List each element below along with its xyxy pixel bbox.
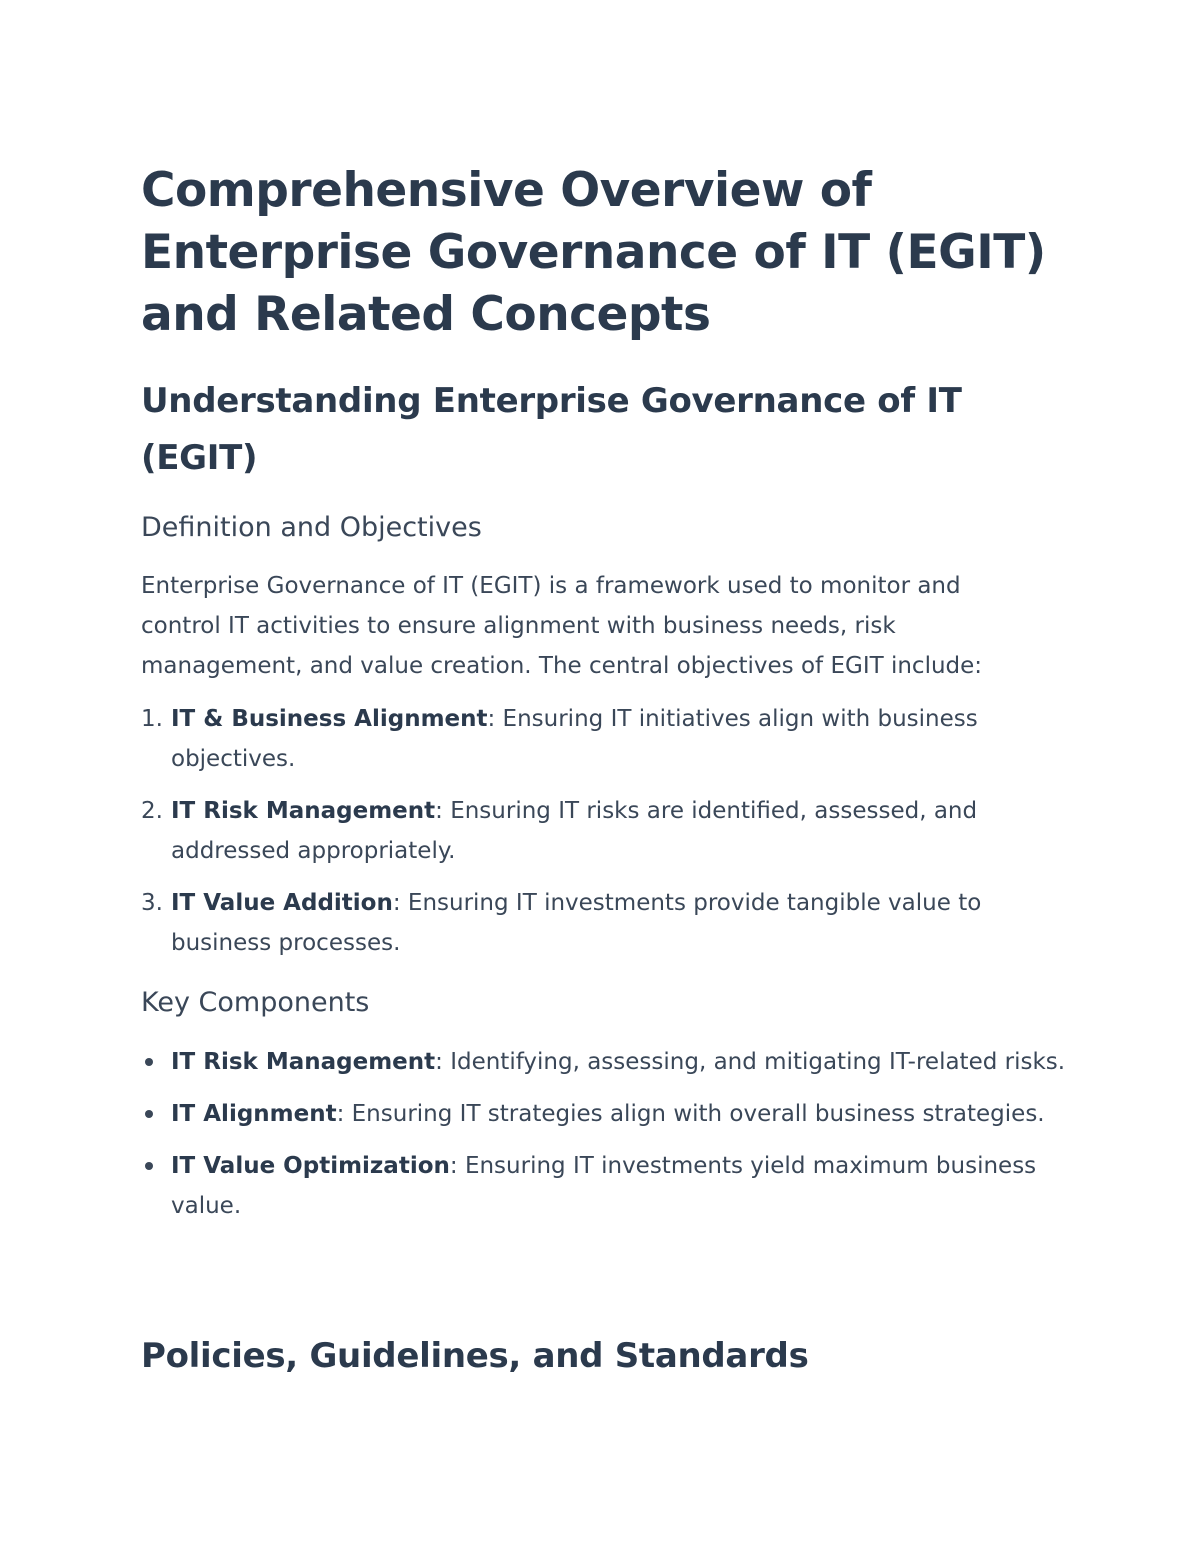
component-text: : Identifying, assessing, and mitigating IT-related risks. [435, 1049, 1066, 1075]
bullet-icon [145, 1162, 153, 1170]
list-number: 1. [141, 706, 163, 732]
objective-term: IT Value Addition [171, 890, 393, 916]
components-list [141, 1042, 1071, 1238]
definition-paragraph: Enterprise Governance of IT (EGIT) is a framework used to monitor and control IT activities to ensure alignment with business needs, risk management, and value creation. The central objectives of EGIT include: [141, 573, 983, 679]
component-term: IT Alignment [171, 1101, 337, 1127]
component-term: IT Risk Management [171, 1049, 436, 1075]
list-item [141, 699, 1071, 779]
page-title: Comprehensive Overview of Enterprise Governance of IT (EGIT) and Related Concepts [141, 163, 1046, 342]
component-term: IT Value Optimization [171, 1153, 450, 1179]
list-item [141, 883, 1071, 963]
objective-text: : Ensuring IT initiatives align with business objectives. [171, 706, 978, 772]
bullet-icon [145, 1058, 153, 1066]
subheading-key-components: Key Components [141, 987, 370, 1018]
objective-term: IT & Business Alignment [171, 706, 488, 732]
list-item [141, 1094, 1071, 1134]
list-number: 3. [141, 890, 163, 916]
list-item [141, 1042, 1071, 1082]
list-number: 2. [141, 798, 163, 824]
section-heading-policies: Policies, Guidelines, and Standards [141, 1336, 809, 1376]
list-item [141, 1146, 1071, 1226]
subheading-definition: Definition and Objectives [141, 512, 482, 543]
component-text: : Ensuring IT strategies align with overall business strategies. [336, 1101, 1045, 1127]
objective-term: IT Risk Management [171, 798, 436, 824]
objectives-list [141, 699, 1071, 975]
objective-text: : Ensuring IT investments provide tangible value to business processes. [171, 890, 982, 956]
objective-text: : Ensuring IT risks are identified, assessed, and addressed appropriately. [171, 798, 978, 864]
section-heading-egit: Understanding Enterprise Governance of IT (EGIT) [141, 381, 962, 478]
bullet-icon [145, 1110, 153, 1118]
list-item [141, 791, 1071, 871]
component-text: : Ensuring IT investments yield maximum business value. [171, 1153, 1037, 1219]
